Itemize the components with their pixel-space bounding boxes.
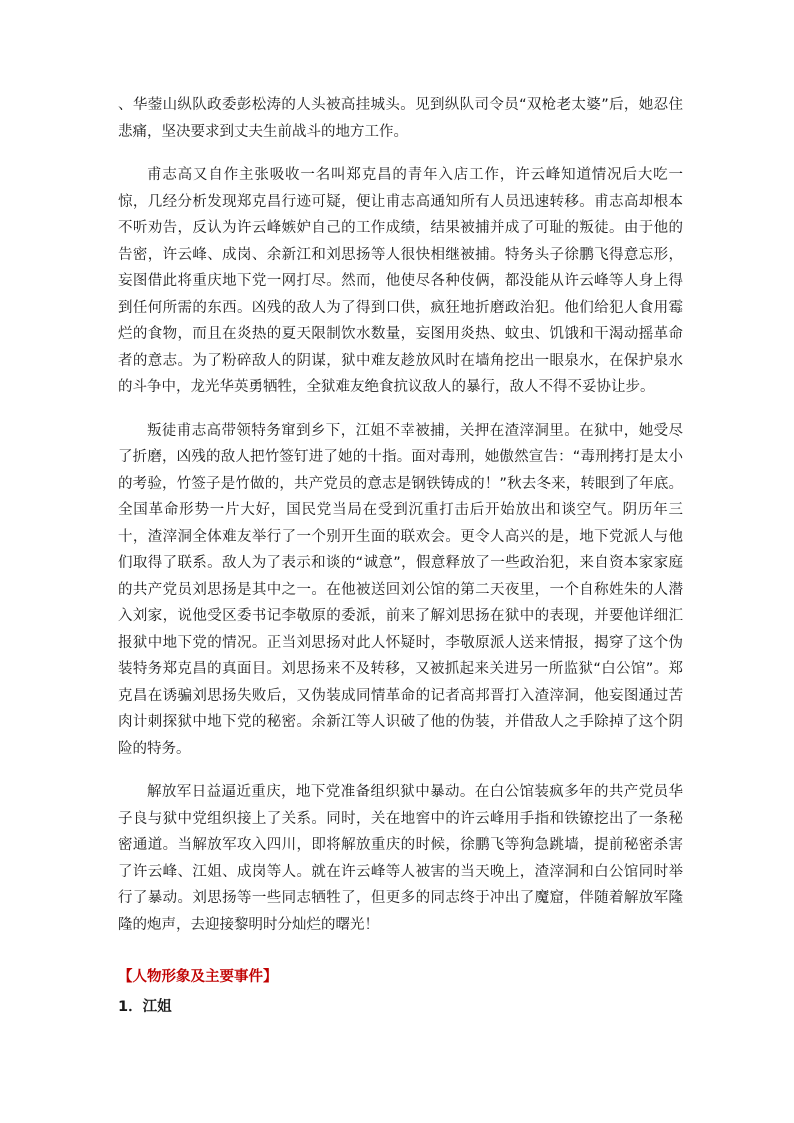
paragraph-gap (118, 762, 683, 779)
paragraph-3: 叛徒甫志高带领特务窜到乡下，江姐不幸被捕，关押在渣滓洞里。在狱中，她受尽了折磨，凶残的敌人把竹签钉进了她的十指。面对毒刑，她傲然宣告：“毒刑拷打是太小的考验，竹签子是竹做的，共产党员的意志是钢铁铸成的！”秋去冬来，转眼到了年底。全国革命形势一片大好，国民党当局在受到沉重打击后开始放出和谈空气。阴历年三十，渣滓洞全体难友举行了一个别开生面的联欢会。更令人高兴的是，地下党派人与他们取得了联系。敌人为了表示和谈的“诚意”，假意释放了一些政治犯，来自资本家家庭的共产党员刘思扬是其中之一。在他被送回刘公馆的第二天夜里，一个自称姓朱的人潜入刘家，说他受区委书记李敬原的委派，前来了解刘思扬在狱中的表现，并要他详细汇报狱中地下党的情况。正当刘思扬对此人怀疑时，李敬原派人送来情报，揭穿了这个伪装特务郑克昌的真面目。刘思扬来不及转移，又被抓起来关进另一所监狱“白公馆”。郑克昌在诱骗刘思扬失败后，又伪装成同情革命的记者高邦晋打入渣滓洞，他妄图通过苦肉计刺探狱中地下党的秘密。余新江等人识破了他的伪装，并借敌人之手除掉了这个阴险的特务。 (118, 422, 683, 757)
paragraph-2: 甫志高又自作主张吸收一名叫郑克昌的青年入店工作，许云峰知道情况后大吃一惊，几经分析发现郑克昌行迹可疑，便让甫志高通知所有人员迅速转移。甫志高却根本不听劝告，反认为许云峰嫉妒自己的工作成绩，结果被捕并成了可耻的叛徒。由于他的告密，许云峰、成岗、余新江和刘思扬等人很快相继被捕。特务头子徐鹏飞得意忘形，妄图借此将重庆地下党一网打尽。然而，他使尽各种伎俩，都没能从许云峰等人身上得到任何所需的东西。凶残的敌人为了得到口供，疯狂地折磨政治犯。他们给犯人食用霉烂的食物，而且在炎热的夏天限制饮水数量，妄图用炎热、蚊虫、饥饿和干渴动摇革命者的意志。为了粉碎敌人的阴谋，狱中难友趁放风时在墙角挖出一眼泉水，在保护泉水的斗争中，龙光华英勇牺牲，全狱难友绝食抗议敌人的暴行，敌人不得不妥协让步。 (118, 167, 683, 395)
paragraph-gap (118, 145, 683, 162)
paragraph-1: 、华蓥山纵队政委彭松涛的人头被高挂城头。见到纵队司令员“双枪老太婆”后，她忍住悲痛，坚决要求到丈夫生前战斗的地方工作。 (118, 97, 683, 140)
section-heading: 【人物形象及主要事件】 (118, 969, 278, 985)
paragraph-4: 解放军日益逼近重庆，地下党准备组织狱中暴动。在白公馆装疯多年的共产党员华子良与狱中党组织接上了关系。同时，关在地窖中的许云峰用手指和铁镣挖出了一条秘密通道。当解放军攻入四川，即将解放重庆的时候，徐鹏飞等狗急跳墙，提前秘密杀害了许云峰、江姐、成岗等人。就在许云峰等人被害的当天晚上，渣滓洞和白公馆同时举行了暴动。刘思扬等一些同志牺牲了，但更多的同志终于冲出了魔窟，伴随着解放军隆隆的炮声，去迎接黎明时分灿烂的曙光！ (118, 784, 683, 933)
section-gap (118, 938, 683, 964)
paragraph-gap (118, 401, 683, 418)
document-page (118, 92, 683, 1020)
section-subheading: 1．江姐 (118, 999, 172, 1015)
